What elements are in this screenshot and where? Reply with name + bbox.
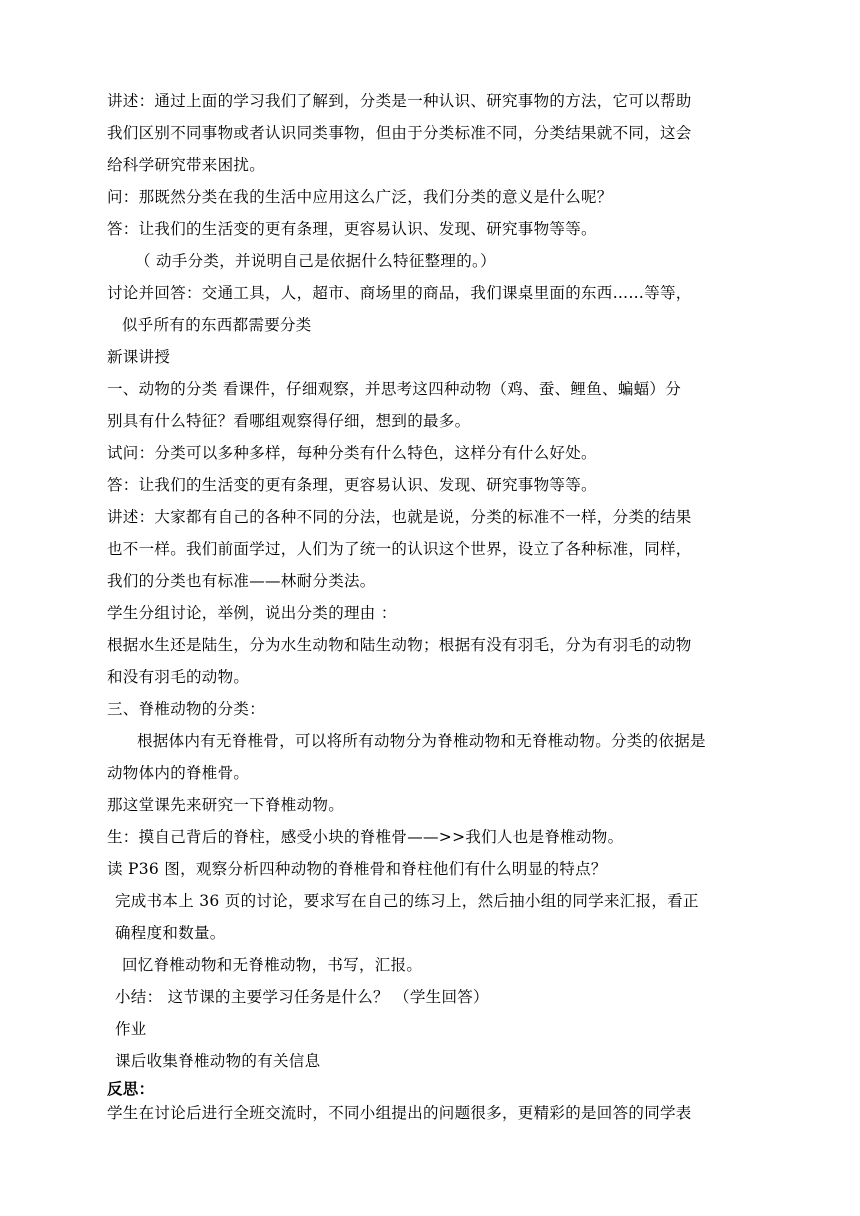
text-line: 答：让我们的生活变的更有条理，更容易认识、发现、研究事物等等。 (107, 476, 597, 494)
text-line: 一、动物的分类 看课件，仔细观察，并思考这四种动物（鸡、蚕、鲤鱼、蝙蝠）分 (107, 380, 682, 398)
text-line: 给科学研究带来困扰。 (107, 156, 266, 174)
text-line: 我们的分类也有标准——林耐分类法。 (107, 572, 376, 590)
text-line: 讲述：通过上面的学习我们了解到，分类是一种认识、研究事物的方法，它可以帮助 (107, 92, 692, 110)
text-line: 答：让我们的生活变的更有条理，更容易认识、发现、研究事物等等。 (107, 220, 597, 238)
text-line: 学生在讨论后进行全班交流时，不同小组提出的问题很多，更精彩的是回答的同学表 (107, 1104, 692, 1122)
text-line: 动物体内的脊椎骨。 (107, 764, 250, 782)
text-line: 似乎所有的东西都需要分类 (122, 316, 312, 334)
text-line: 学生分组讨论，举例，说出分类的理由 ： (107, 604, 397, 622)
text-line: 回忆脊椎动物和无脊椎动物，书写，汇报。 (122, 956, 423, 974)
text-line: 作业 (115, 1020, 147, 1038)
text-line: 课后收集脊椎动物的有关信息 (115, 1052, 321, 1070)
text-line: （ 动手分类，并说明自己是依据什么特征整理的。） (135, 252, 496, 270)
text-line: 试问：分类可以多种多样，每种分类有什么特色，这样分有什么好处。 (107, 444, 597, 462)
text-line: 小结： 这节课的主要学习任务是什么？ （学生回答） (115, 988, 489, 1006)
text-line: 确程度和数量。 (115, 924, 226, 942)
section-heading: 三、脊椎动物的分类： (107, 700, 266, 718)
text-line: 根据体内有无脊椎骨，可以将所有动物分为脊椎动物和无脊椎动物。分类的依据是 (137, 732, 706, 750)
text-line: 读 P36 图，观察分析四种动物的脊椎骨和脊柱他们有什么明显的特点？ (107, 860, 607, 878)
section-heading: 新课讲授 (107, 348, 171, 366)
text-line: 问：那既然分类在我的生活中应用这么广泛，我们分类的意义是什么呢？ (107, 188, 613, 206)
reflection-heading: 反思： (107, 1079, 155, 1098)
text-line: 根据水生还是陆生，分为水生动物和陆生动物；根据有没有羽毛，分为有羽毛的动物 (107, 636, 692, 654)
text-line: 讨论并回答：交通工具，人，超市、商场里的商品，我们课桌里面的东西……等等， (107, 284, 692, 302)
text-line: 完成书本上 36 页的讨论，要求写在自己的练习上，然后抽小组的同学来汇报，看正 (115, 892, 699, 910)
text-line: 那这堂课先来研究一下脊椎动物。 (107, 796, 345, 814)
text-line: 生：摸自己背后的脊柱，感受小块的脊椎骨——>>我们人也是脊椎动物。 (107, 828, 624, 846)
text-line: 讲述：大家都有自己的各种不同的分法，也就是说，分类的标准不一样，分类的结果 (107, 508, 692, 526)
text-line: 我们区别不同事物或者认识同类事物，但由于分类标准不同，分类结果就不同，这会 (107, 124, 692, 142)
text-line: 也不一样。我们前面学过，人们为了统一的认识这个世界，设立了各种标准，同样， (107, 540, 692, 558)
text-line: 和没有羽毛的动物。 (107, 668, 250, 686)
text-line: 别具有什么特征？看哪组观察得仔细，想到的最多。 (107, 412, 471, 430)
